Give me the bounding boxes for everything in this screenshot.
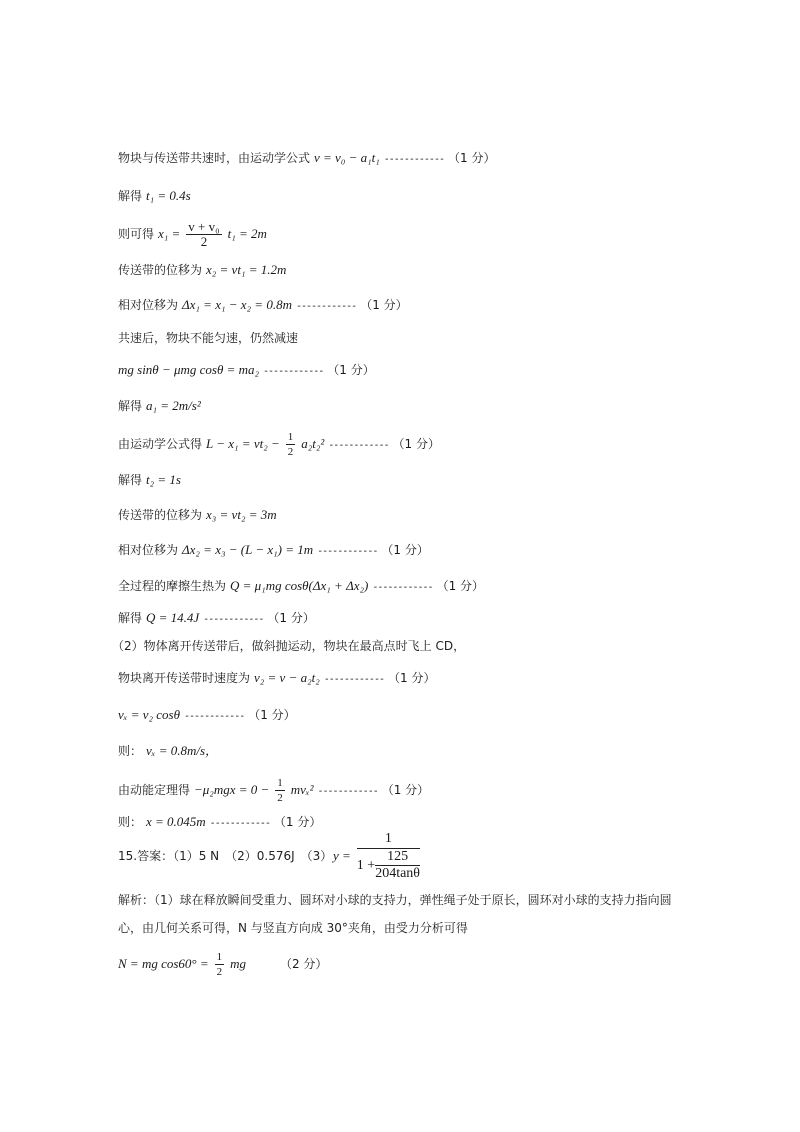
score-mark: （2 分） xyxy=(279,957,328,971)
inner-numerator: 125 xyxy=(375,849,420,866)
line-text: 由动能定理得 xyxy=(118,783,191,797)
equation-lhs: −μ₂mgx = 0 − xyxy=(194,782,270,797)
solution-line-8 xyxy=(118,396,201,416)
dash-leader: ------------ xyxy=(323,674,384,685)
dash-leader: ------------ xyxy=(295,301,357,312)
equation: Δx₂ = x₃ − (L − x₁) = 1m xyxy=(182,542,314,557)
equation-rhs: mg xyxy=(230,956,246,971)
formula-fraction xyxy=(357,830,420,882)
equation: x = 0.045m xyxy=(146,814,206,829)
equation-rhs: t₁ = 2m xyxy=(227,226,267,241)
solution-line-1 xyxy=(118,148,495,170)
fraction-numerator: 1 xyxy=(277,777,283,789)
line-text: 解得 xyxy=(118,611,143,625)
solution-line-13 xyxy=(118,576,484,598)
solution-line-18 xyxy=(118,741,218,761)
line-text: 解析：（1）球在释放瞬间受重力、圆环对小球的支持力，弹性绳子处于原长，圆环对小球的支持力指向圆 xyxy=(118,893,672,907)
line-text: 则： xyxy=(118,744,143,758)
fraction-numerator: 1 xyxy=(287,431,294,443)
solution-line-14 xyxy=(118,608,315,630)
equation-rhs: a₂t₂² xyxy=(301,436,325,451)
score-mark: （1 分） xyxy=(381,783,430,797)
solution-line-9 xyxy=(118,430,440,459)
solution-line-7 xyxy=(118,360,375,382)
fraction-denominator: 2 xyxy=(216,966,223,978)
score-mark: （1 分） xyxy=(273,815,322,829)
solution-line-6 xyxy=(118,328,298,348)
equation: vₓ = 0.8m/s， xyxy=(146,743,219,758)
dash-leader: ------------ xyxy=(209,818,270,829)
analysis-line-3 xyxy=(118,950,327,979)
solution-line-2 xyxy=(118,186,191,206)
line-text: 全过程的摩擦生热为 xyxy=(118,579,227,593)
score-mark: （1 分） xyxy=(392,437,440,451)
equation: t₂ = 1s xyxy=(146,472,181,487)
line-text: 相对位移为 xyxy=(118,298,179,312)
line-text: 传送带的位移为 xyxy=(118,263,203,277)
score-mark: （1 分） xyxy=(360,298,408,312)
equation: v = v₀ − a₁t₁ xyxy=(314,150,380,165)
solution-line-15 xyxy=(112,636,465,656)
solution-line-4 xyxy=(118,260,286,280)
fraction-numerator: v + v₀ xyxy=(188,219,220,234)
line-text: 物块与传送带共速时，由运动学公式 xyxy=(118,151,311,165)
fraction-denominator: 2 xyxy=(200,234,208,249)
dash-leader: ------------ xyxy=(317,786,378,797)
inner-fraction xyxy=(375,849,420,882)
solution-line-12 xyxy=(118,540,429,562)
inner-denominator: 204tanθ xyxy=(375,866,421,881)
solution-line-17 xyxy=(118,705,296,727)
equation: x₂ = vt₁ = 1.2m xyxy=(206,262,287,277)
line-text: 解得 xyxy=(118,189,143,203)
dash-leader: ------------ xyxy=(183,711,245,722)
answer-text: 15.答案：（1）5 N （2）0.576J （3） xyxy=(118,849,333,863)
equation: v₂ = v − a₂t₂ xyxy=(254,670,320,685)
equation: t₁ = 0.4s xyxy=(146,188,191,203)
line-text: 由运动学公式得 xyxy=(118,437,203,451)
equation-lhs: L − x₁ = vt₂ − xyxy=(206,436,280,451)
line-text: 则可得 xyxy=(118,227,155,241)
line-text: 解得 xyxy=(118,399,143,413)
formula-denominator xyxy=(357,849,420,882)
fraction-denominator: 2 xyxy=(287,446,294,458)
line-text: 则： xyxy=(118,815,143,829)
dash-leader: ------------ xyxy=(203,614,264,625)
equation-lhs: N = mg cos60° = xyxy=(118,956,209,971)
line-text: 心，由几何关系可得，N 与竖直方向成 30°夹角，由受力分析可得 xyxy=(118,921,468,935)
analysis-line-2 xyxy=(118,918,468,938)
line-text: （2）物体离开传送带后，做斜抛运动，物块在最高点时飞上 CD， xyxy=(112,639,466,653)
fraction xyxy=(215,950,225,979)
solution-line-5 xyxy=(118,295,408,317)
fraction xyxy=(275,776,285,805)
answer-line-15 xyxy=(118,846,332,866)
dash-leader: ------------ xyxy=(263,366,324,377)
score-mark: （1 分） xyxy=(436,579,485,593)
solution-line-10 xyxy=(118,470,181,490)
formula-denominator-term: 1 + xyxy=(356,857,376,873)
score-mark: （1 分） xyxy=(327,363,375,377)
line-text: 共速后，物块不能匀速，仍然减速 xyxy=(118,331,299,345)
analysis-line-1 xyxy=(118,890,672,910)
equation: x₃ = vt₂ = 3m xyxy=(206,507,277,522)
solution-line-11 xyxy=(118,505,277,525)
solution-line-19 xyxy=(118,776,429,805)
dash-leader: ------------ xyxy=(372,582,433,593)
score-mark: （1 分） xyxy=(381,543,429,557)
equation: mg sinθ − μmg cosθ = ma₂ xyxy=(118,362,260,377)
dash-leader: ------------ xyxy=(328,440,389,451)
line-text: 物块离开传送带时速度为 xyxy=(118,671,251,685)
equation: Q = 14.4J xyxy=(146,610,200,625)
score-mark: （1 分） xyxy=(248,708,296,722)
answer-formula xyxy=(333,830,420,882)
line-text: 传送带的位移为 xyxy=(118,508,203,522)
solution-line-20 xyxy=(118,812,321,834)
dash-leader: ------------ xyxy=(383,154,444,165)
line-text: 相对位移为 xyxy=(118,543,179,557)
fraction xyxy=(286,430,296,459)
equation: Δx₁ = x₁ − x₂ = 0.8m xyxy=(182,297,292,312)
score-mark: （1 分） xyxy=(448,151,496,165)
score-mark: （1 分） xyxy=(267,611,315,625)
solution-line-3 xyxy=(118,220,267,249)
formula-y: y = xyxy=(333,848,351,863)
fraction-denominator: 2 xyxy=(277,792,283,804)
fraction-numerator: 1 xyxy=(216,951,223,963)
line-text: 解得 xyxy=(118,473,143,487)
score-mark: （1 分） xyxy=(388,671,436,685)
equation-lhs: x₁ = xyxy=(158,226,181,241)
fraction xyxy=(186,220,221,249)
equation: vₓ = v₂ cosθ xyxy=(118,707,180,722)
formula-numerator: 1 xyxy=(357,830,420,849)
dash-leader: ------------ xyxy=(317,546,378,557)
solution-line-16 xyxy=(118,668,435,690)
equation-rhs: mvₓ² xyxy=(290,782,314,797)
equation: a₁ = 2m/s² xyxy=(146,398,201,413)
equation: Q = μ₁mg cosθ(Δx₁ + Δx₂) xyxy=(230,578,369,593)
